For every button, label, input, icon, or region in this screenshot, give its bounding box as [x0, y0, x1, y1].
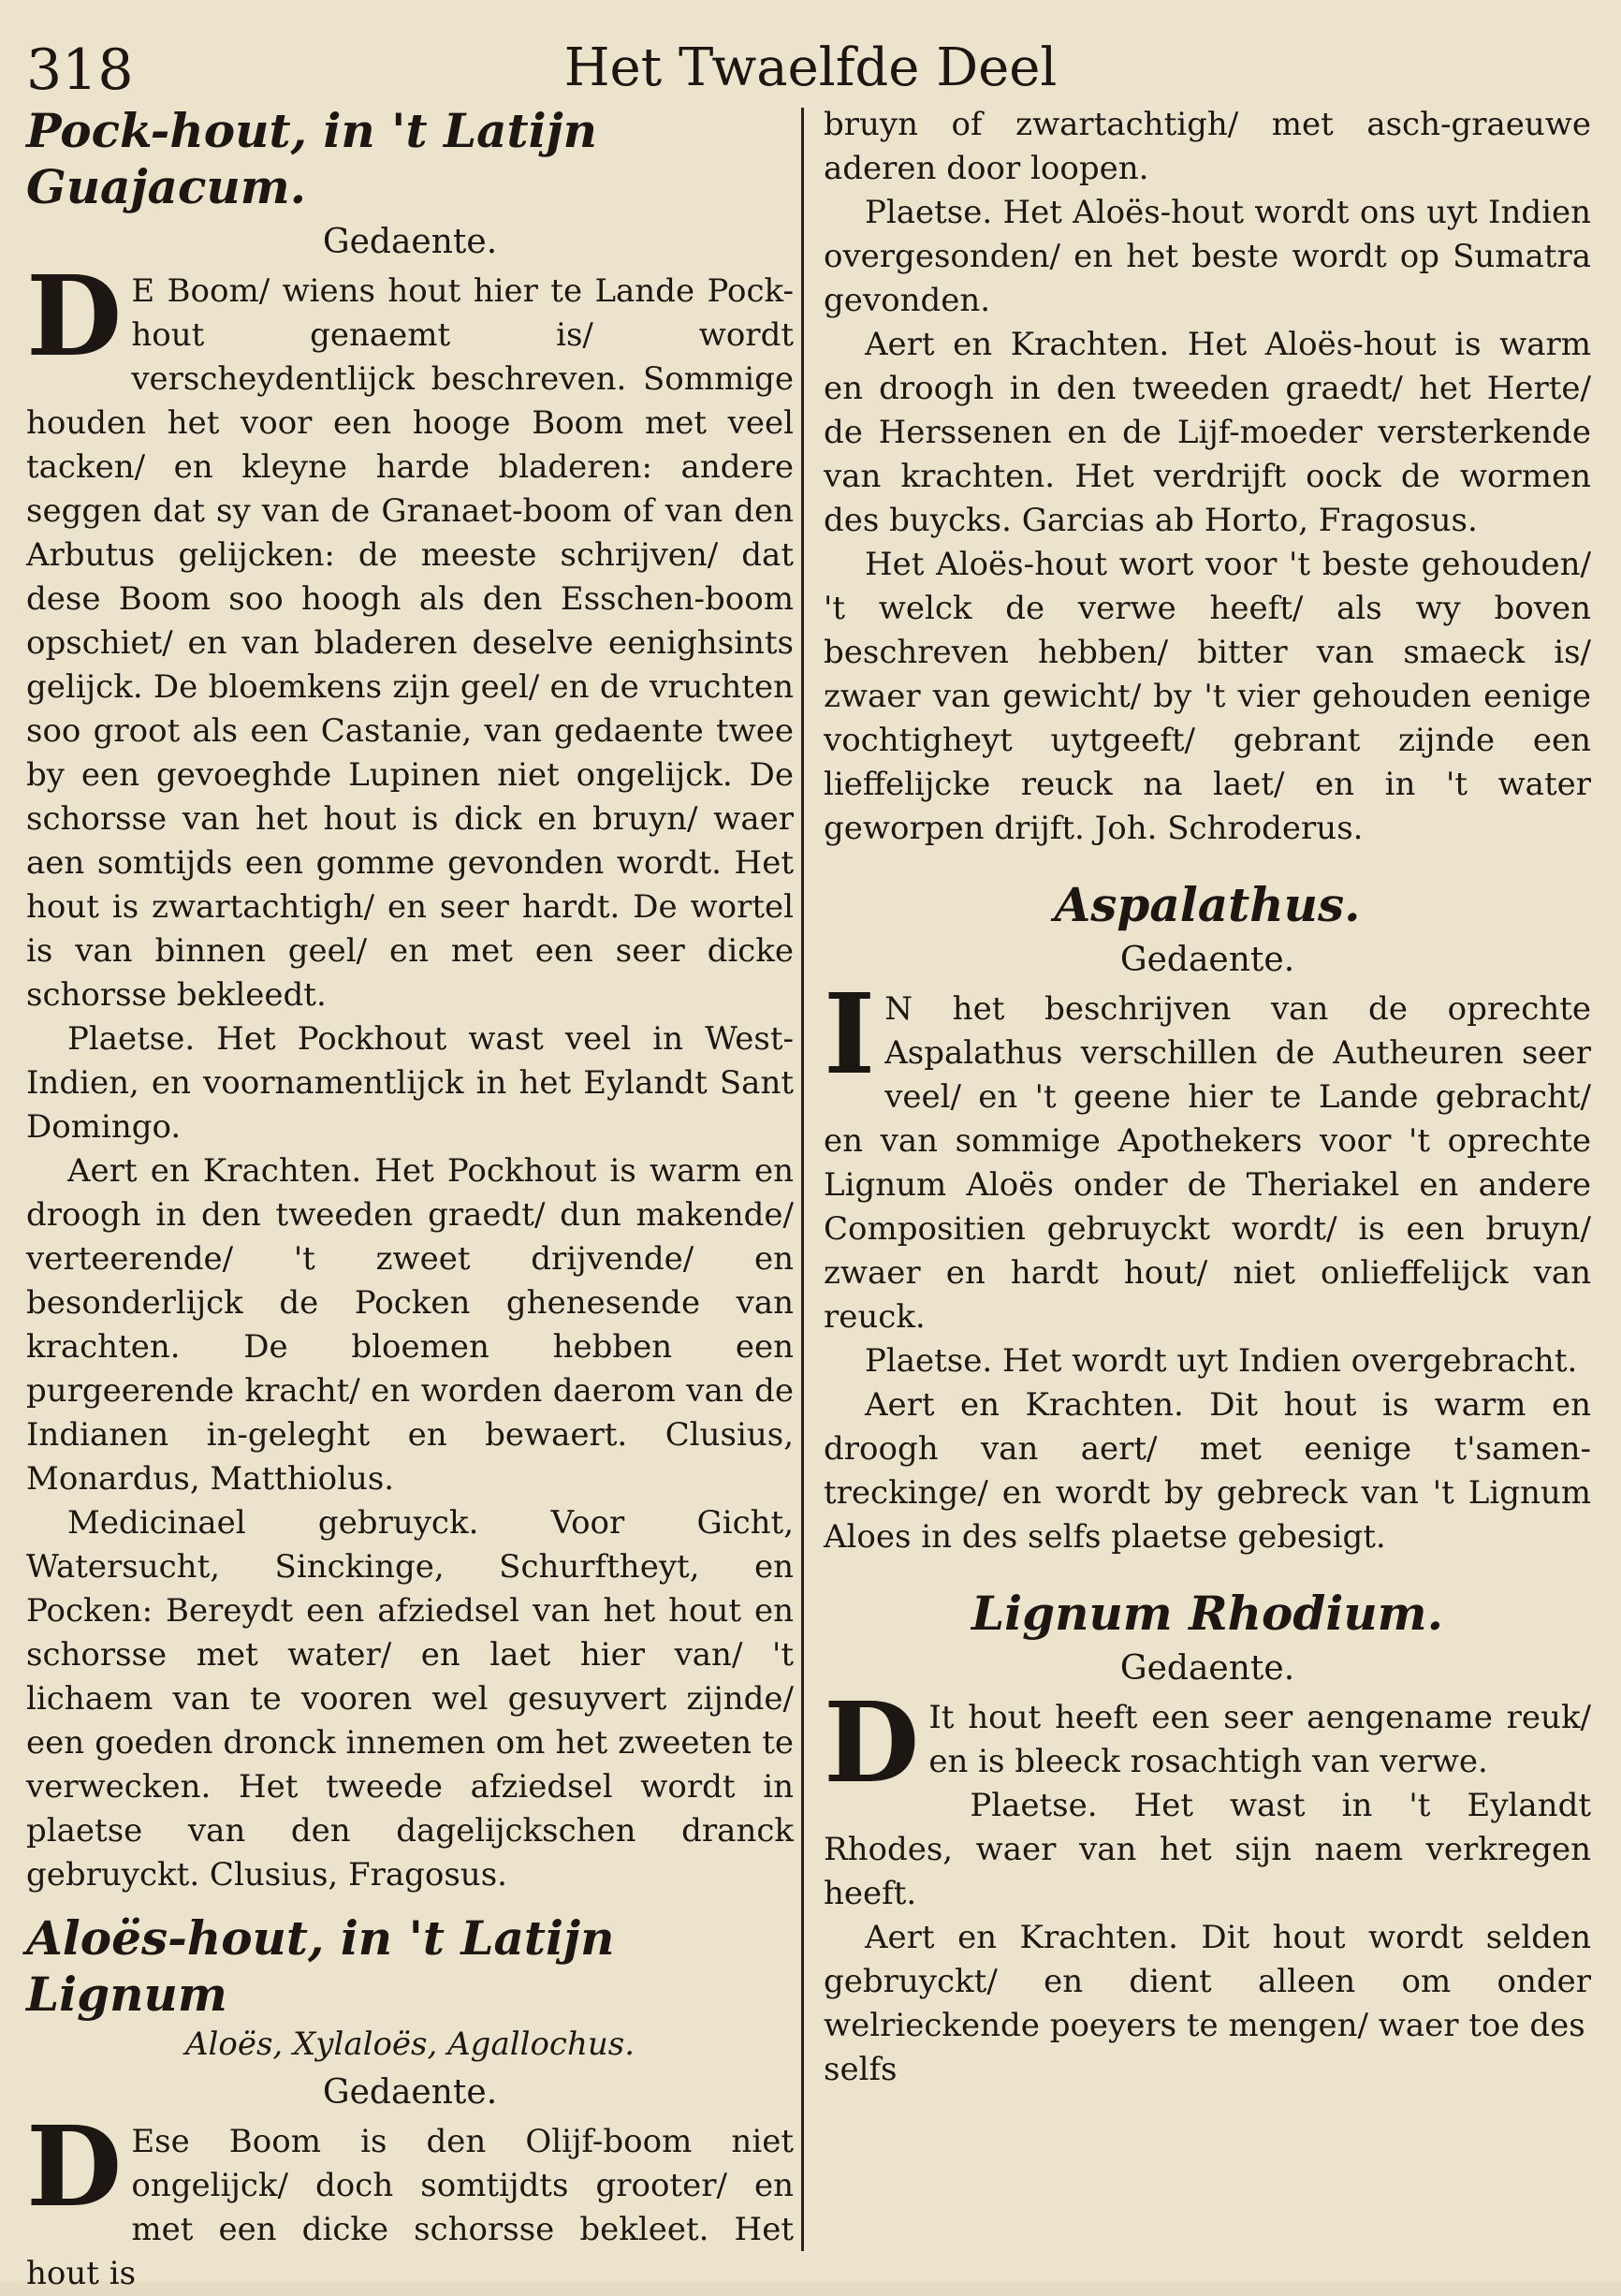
aspalathus-gedaente-text: N het beschrijven van de oprechte Aspalathus verschillen de Autheuren seer veel/ en 't geene hier te Lande gebracht/ en van sommige Apothekers voor 't oprechte Lignum Aloës onder de Theriakel en andere Compositien gebruyckt wordt/ is een bruyn/ zwaer en hardt hout/ niet onlieffelijck van reuck.: [824, 990, 1591, 1336]
aloes-subtitle: Aloës, Xylaloës, Agallochus.: [184, 2025, 635, 2063]
aspalathus-aert: Aert en Krachten. Dit hout is warm en droogh van aert/ met eenige t'samen-treckinge/ en wordt by gebreck van 't Lignum Aloes in des selfs plaetse gebesigt.: [824, 1386, 1591, 1556]
aloes-gedaente-text: Ese Boom is den Olijf-boom niet ongelijck/ doch somtijdts grooter/ en met een dicke schorsse bekleet. Het hout is: [26, 2123, 794, 2292]
drop-cap: I: [824, 969, 876, 1099]
pockhout-medicinael: Medicinael gebruyck. Voor Gicht, Watersucht, Sinckinge, Schurftheyt, en Pocken: Bereydt een afziedsel van het hout en schorsse met water/ en laet hier van/ 't lichaem van te vooren wel gesuyvert zijnde/ een goeden dronck innemen om het zweeten te verwecken. Het tweede afziedsel wordt in plaetse van den dagelijckschen dranck gebruyckt. Clusius, Fragosus.: [26, 1504, 794, 1894]
entry-title-pockhout: Pock-hout, in 't Latijn Guajacum.: [26, 103, 598, 214]
catchword: selfs: [824, 2051, 898, 2088]
aloes-continued-text: bruyn of zwartachtigh/ met asch-graeuwe aderen door loopen.: [824, 106, 1591, 187]
aloes-plaetse: Plaetse. Het Aloës-hout wordt ons uyt Indien overgesonden/ en het beste wordt op Sumatra gevonden.: [824, 194, 1591, 319]
pockhout-plaetse: Plaetse. Het Pockhout wast veel in West-Indien, en voornamentlijck in het Eylandt Sant Domingo.: [26, 1020, 794, 1146]
rhodium-gedaente-paragraph: [824, 1677, 1591, 1807]
drop-cap: D: [824, 1677, 920, 1807]
left-column: [26, 103, 794, 2292]
running-head: Het Twaelfde Deel: [563, 37, 1058, 98]
right-column: [824, 103, 1591, 2265]
entry-title-aspalathus: Aspalathus.: [1054, 877, 1361, 932]
aloes-extra: Het Aloës-hout wort voor 't beste gehouden/ 't welck de verwe heeft/ als wy boven beschreven hebben/ bitter van smaeck is/ zwaer van gewicht/ by 't vier gehouden eenige vochtigheyt uytgeeft/ gebrant zijnde een lieffelijcke reuck na laet/ en in 't water geworpen drijft. Joh. Schroderus.: [824, 546, 1591, 847]
aspalathus-gedaente-paragraph: [824, 969, 1591, 1339]
pockhout-aert: Aert en Krachten. Het Pockhout is warm en droogh in den tweeden graedt/ dun makende/ verteerende/ 't zweet drijvende/ en besonderlijck de Pocken ghenesende van krachten. De bloemen hebben een purgeerende kracht/ en worden daerom van de Indianen in-geleght en bewaert. Clusius, Monardus, Matthiolus.: [26, 1152, 794, 1498]
pockhout-gedaente-text: E Boom/ wiens hout hier te Lande Pock-hout genaemt is/ wordt verscheydentlijck beschreven. Sommige houden het voor een hooge Boom met veel tacken/ en kleyne harde bladeren: andere seggen dat sy van de Granaet-boom of van den Arbutus gelijcken: de meeste schrijven/ dat dese Boom soo hoogh als den Esschen-boom opschiet/ en van bladeren deselve eenighsints gelijck. De bloemkens zijn geel/ en de vruchten soo groot als een Castanie, van gedaente twee by een gevoeghde Lupinen niet ongelijck. De schorsse van het hout is dick en bruyn/ waer aen somtijds een gomme gevonden wordt. Het hout is zwartachtigh/ en seer hardt. De wortel is van binnen geel/ en met een seer dicke schorsse bekleedt.: [26, 272, 794, 1014]
aloes-gedaente-paragraph: [26, 2101, 794, 2296]
aspalathus-plaetse: Plaetse. Het wordt uyt Indien overgebracht.: [865, 1342, 1578, 1380]
page-header: [26, 28, 1595, 101]
entry-title-rhodium: Lignum Rhodium.: [971, 1586, 1443, 1641]
page-number: 318: [26, 37, 134, 103]
section-head-gedaente: Gedaente.: [1119, 941, 1295, 979]
rhodium-gedaente-text: It hout heeft een seer aengename reuk/ en is bleeck rosachtigh van verwe.: [928, 1699, 1591, 1780]
section-head-gedaente: Gedaente.: [322, 223, 498, 261]
drop-cap: D: [26, 251, 123, 381]
pockhout-gedaente-paragraph: [26, 251, 794, 1017]
section-head-gedaente: Gedaente.: [1119, 1649, 1295, 1688]
column-divider: [801, 108, 804, 2251]
section-head-gedaente: Gedaente.: [322, 2073, 498, 2112]
rhodium-plaetse: Plaetse. Het wast in 't Eylandt Rhodes, waer van het sijn naem verkregen heeft.: [824, 1787, 1591, 1912]
drop-cap: D: [26, 2101, 123, 2231]
entry-title-aloes: Aloës-hout, in 't Latijn Lignum: [26, 1910, 615, 2022]
rhodium-aert: Aert en Krachten. Dit hout wordt selden gebruyckt/ en dient alleen om onder welrieckende poeyers te mengen/ waer toe des: [824, 1919, 1591, 2044]
aloes-aert: Aert en Krachten. Het Aloës-hout is warm en droogh in den tweeden graedt/ het Herte/ de Herssenen en de Lijf-moeder versterkende van krachten. Het verdrijft oock de wormen des buycks. Garcias ab Horto, Fragosus.: [824, 326, 1591, 539]
